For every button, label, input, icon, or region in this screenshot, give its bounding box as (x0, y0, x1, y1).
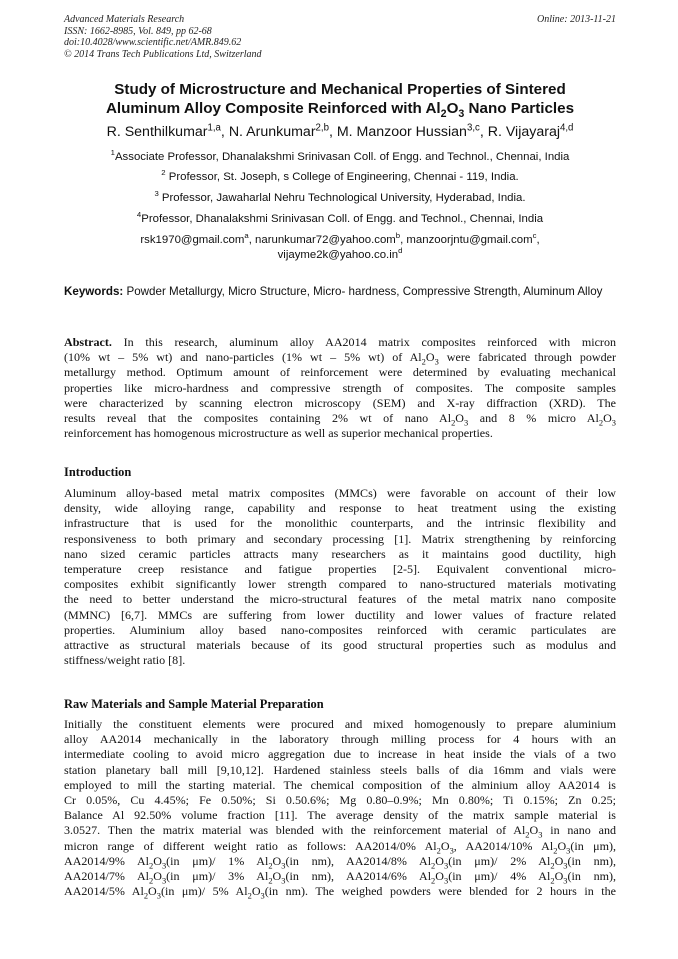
issn-line: ISSN: 1662-8985, Vol. 849, pp 62-68 (64, 25, 212, 37)
author-list (40, 123, 640, 141)
title-line-2: Aluminum Alloy Composite Reinforced with $Al_2O_3$ Nano Particles (105, 100, 575, 121)
online-date: Online: 2013-11-21 (537, 14, 616, 25)
email-link[interactable]: rsk1970@gmail.com (140, 234, 245, 246)
author-emails: rsk1970@gmail.com$^a$, narunkumar72@yahoo.com$^b$, manzoorjntu@gmail.com$^c$, (140, 231, 540, 246)
raw-materials-heading: Raw Materials and Sample Material Preparation (64, 697, 324, 711)
email-link[interactable]: manzoorjntu@gmail.com (406, 234, 533, 246)
affiliation-3: $^3$ Professor, Jawaharlal Nehru Technological University, Hyderabad, India. (154, 189, 526, 204)
author-4: R. Vijayaraj$^{4,d}$ (487, 122, 574, 140)
title-line-1: Study of Microstructure and Mechanical Properties of Sintered (114, 81, 566, 98)
keywords-text: Powder Metallurgy, Micro Structure, Micro- hardness, Compressive Strength, Aluminum Alloy (123, 285, 603, 298)
copyright-line: © 2014 Trans Tech Publications Ltd, Switzerland (64, 48, 262, 60)
introduction-heading: Introduction (64, 465, 132, 479)
email-link[interactable]: vijayme2k@yahoo.co.in (277, 249, 399, 261)
journal-header (64, 14, 616, 60)
abstract-label: Abstract. (64, 335, 112, 349)
author-emails-cont: $vijayme2k@yahoo.co.in^d$ (277, 246, 403, 261)
author-2: N. Arunkumar$^{2,b}$, (228, 122, 337, 140)
abstract: Abstract. In this research, aluminum alloy AA2014 matrix composites reinforced with micron (10% wt – 5% wt) and nano-particles (1% wt – 5% wt) of $Al_2O_3$ were fabricated through powder metallurgy method. Optimum amount of reinforcement were determined by evaluating mechanical properties like micro-hardness and compressive strength of composites. The composite samples were characterized by scanning electron microscopy (SEM) and X-ray diffraction (XRD). The results reveal that the composites containing 2% wt of nano $Al_2O_3$ and 8 % micro $Al_2O_3$ reinforcement has homogenous microstructure as well as superior mechanical properties. (64, 335, 616, 441)
paper-title (60, 80, 620, 121)
affiliation-4: $^4$Professor, Dhanalakshmi Srinivasan Coll. of Engg. and Technol., Chennai, India (136, 210, 544, 225)
raw-materials-body: Initially the constituent elements were procured and mixed homogenously to prepare aluminium alloy AA2014 mechanically in the laboratory through milling process for 4 hours with an intermediate cooling to avoid micro aggregation due to increase in heat inside the vials of a two station planetary ball mill [9,10,12]. Hardened stainless steels balls of dia 16mm and vials were employed to mill the starting material. The chemical composition of the alminium alloy AA2014 is Cr 0.05%, Cu 4.45%; Fe 0.50%; Si 0.50.6%; Mg 0.80–0.9%; Mn 0.80%; Ti 0.15%; Zn 0.25; Balance Al 92.50% volume fraction [11]. The average density of the matrix sample material is 3.0527. Then the matrix material was blended with the reinforcement material of $Al_2O_3$ in nano and micron range of different weight ratio as follows: AA2014/0% $Al_2O_3$, AA2014/10% $Al_2O_3(in$ μm), AA2014/9% $Al_2O_3(in$ μm)/ 1% $Al_2O_3(in$ nm), AA2014/8% $Al_2O_3(in$ μm)/ 2% $Al_2O_3(in$ nm), AA2014/7% $Al_2O_3(in$ μm)/ 3% $Al_2O_3(in$ nm), AA2014/6% $Al_2O_3(in$ μm)/ 4% $Al_2O_3(in$ nm), AA2014/5% $Al_2O_3(in$ μm)/ 5% $Al_2O_3(in$ nm). The weighed powders were blended for 2 hours in the (64, 717, 617, 901)
introduction-body: Aluminum alloy-based metal matrix composites (MMCs) were favorable on account of their low density, wide alloying range, capability and response to heat treatment using the existing infrastructure that is used for the monolithic counterparts, and the intrinsic flexibility and responsiveness to both primary and secondary processing [1]. Matrix strengthening by reinforcing nano sized ceramic particles attracts many researchers as it maintains good ductility, high temperature creep resistance and fatigue properties [2-5]. Equivalent conventional micro- composites exhibit significantly lower strength compared to nano-structured materials motivating the need to better understand the micro-structural features of the metal matrix nano composite (MMNC) [6,7]. MMCs are suffering from lower ductility and lower values of fracture related properties. Aluminium alloy based nano-composites reinforced with ceramic particulates are attractive as structural materials because of its good structural properties such as modulus and stiffness/weight ratio [8]. (64, 486, 616, 668)
keywords-label: Keywords: (64, 285, 124, 298)
affiliation-2: $^2$ Professor, St. Joseph, s College of Engineering, Chennai - 119, India. (161, 168, 519, 183)
doi-line: doi:10.4028/www.scientific.net/AMR.849.62 (64, 37, 242, 48)
email-link[interactable]: narunkumar72@yahoo.com (255, 234, 396, 246)
keywords (64, 285, 616, 300)
journal-name: Advanced Materials Research (64, 14, 185, 25)
author-3: M. Manzoor Hussian$^{3,c}$, (336, 122, 488, 140)
author-1: R. Senthilkumar$^{1,a}$, (106, 122, 229, 140)
affiliation-1: $^1$Associate Professor, Dhanalakshmi Srinivasan Coll. of Engg. and Technol., Chennai, India (110, 148, 570, 163)
